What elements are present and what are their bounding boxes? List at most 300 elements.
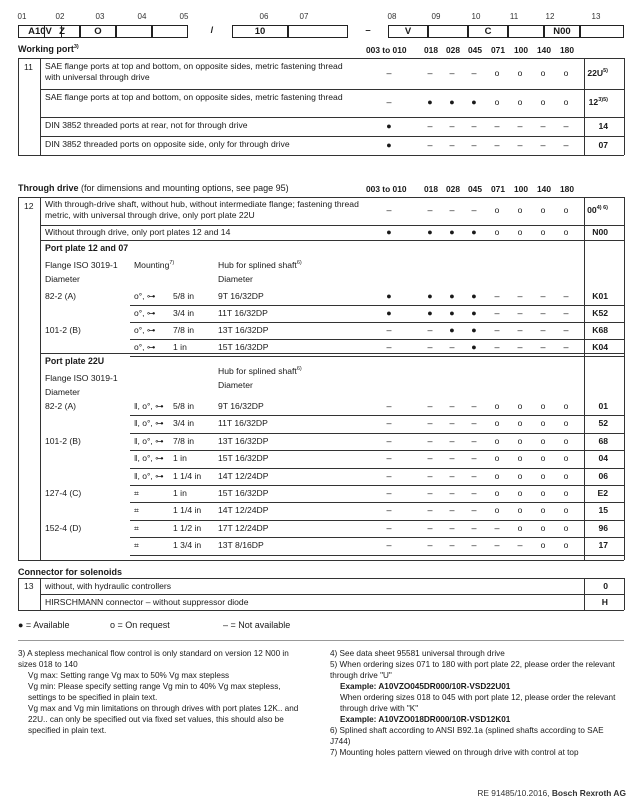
connector-option: without, with hydraulic controllers <box>45 581 172 591</box>
availability-cell: o <box>540 226 546 237</box>
order-code-text: K52 <box>592 308 608 318</box>
availability-cell: – <box>471 120 477 131</box>
availability-cell: – <box>386 505 392 516</box>
row-divider <box>18 560 624 561</box>
row-divider <box>130 468 624 469</box>
row-divider <box>130 555 624 556</box>
availability-cell: – <box>427 505 433 516</box>
availability-cell: – <box>427 522 433 533</box>
availability-cell: ● <box>471 97 477 107</box>
row-divider <box>130 537 624 538</box>
type-code-box: 10 <box>232 25 288 38</box>
row-divider <box>18 578 624 579</box>
availability-cell: o <box>563 453 569 464</box>
mounting-label-text: Mounting <box>134 260 170 270</box>
footnote-5-example-1: Example: A10VZO045DR000/10R-VSD22U01 <box>340 682 511 691</box>
availability-cell: o <box>494 435 500 446</box>
availability-cell: – <box>471 67 477 78</box>
hub-spline: 11T 16/32DP <box>218 308 268 318</box>
availability-cell: – <box>517 342 523 352</box>
row-divider <box>130 485 624 486</box>
type-code-box: A10V <box>18 25 62 38</box>
availability-cell: o <box>540 401 546 411</box>
availability-cell: – <box>427 120 433 131</box>
availability-cell: o <box>517 453 523 464</box>
shaft-diameter: 7/8 in <box>173 325 195 335</box>
order-code-text: 07 <box>598 139 608 150</box>
size-column-header: 140 <box>537 184 551 194</box>
availability-cell: o <box>540 435 546 446</box>
column-number: 01 <box>17 12 27 21</box>
flange-size: 82-2 (A) <box>45 291 77 301</box>
availability-cell: – <box>449 342 455 352</box>
connector-option: HIRSCHMANN connector – without suppressor diode <box>45 597 249 607</box>
availability-cell: – <box>449 401 455 411</box>
availability-cell: – <box>386 401 392 411</box>
availability-cell: o <box>563 540 569 551</box>
availability-cell: – <box>517 308 523 318</box>
size-column-header: 071 <box>491 184 505 194</box>
availability-cell: ● <box>427 97 433 107</box>
order-code <box>568 436 612 446</box>
row-divider <box>40 89 624 90</box>
availability-cell: – <box>563 139 569 150</box>
availability-cell: o <box>517 205 523 215</box>
availability-cell: – <box>449 435 455 446</box>
availability-cell: – <box>471 540 477 551</box>
size-column-header: 180 <box>560 45 574 55</box>
working-port-description: DIN 3852 threaded ports at rear, not for through drive <box>45 120 248 130</box>
shaft-diameter: 1 1/2 in <box>173 522 202 533</box>
availability-cell: – <box>427 205 433 215</box>
column-number: 09 <box>431 12 441 21</box>
column-number: 03 <box>95 12 105 21</box>
through-drive-title: Through drive (for dimensions and mounting options, see page 95) <box>18 183 289 193</box>
availability-cell: – <box>517 291 523 301</box>
availability-cell: o <box>540 418 546 429</box>
availability-cell: – <box>427 325 433 335</box>
availability-cell: – <box>471 488 477 498</box>
availability-cell: – <box>427 453 433 464</box>
availability-cell: – <box>563 120 569 131</box>
availability-cell: ● <box>386 139 392 150</box>
row-divider <box>130 450 624 451</box>
row-divider <box>130 415 624 416</box>
mounting-pattern-icon: ǁ, o°, ⊶ <box>134 418 164 429</box>
hub-diameter-label: Diameter <box>218 380 253 390</box>
availability-cell: o <box>494 401 500 411</box>
hub-spline: 15T 16/32DP <box>218 488 269 498</box>
availability-cell: – <box>471 435 477 446</box>
availability-cell: – <box>540 291 546 301</box>
column-divider <box>40 197 41 560</box>
type-code-box <box>508 25 544 38</box>
availability-cell: – <box>386 453 392 464</box>
legend-on-request: o = On request <box>110 620 170 630</box>
size-column-header: 100 <box>514 184 528 194</box>
availability-cell: – <box>494 325 500 335</box>
working-port-title: Working port$^{3)}$ <box>18 44 79 54</box>
type-code-box: / <box>210 25 214 36</box>
flange-size: 127-4 (C) <box>45 488 82 498</box>
order-code <box>568 505 612 515</box>
availability-cell: ● <box>471 342 477 352</box>
page-footer <box>477 788 626 798</box>
availability-cell: – <box>449 418 455 429</box>
shaft-diameter: 1 1/4 in <box>173 470 202 481</box>
footnote-4: 4) See data sheet 95581 universal through drive <box>330 649 505 658</box>
order-code <box>568 597 612 607</box>
mounting-pattern-icon: o°, ⊶ <box>134 342 156 352</box>
footnote-6: 6) Splined shaft according to ANSI B92.1a (splined shafts according to SAE J744) <box>330 726 604 746</box>
order-code-text: 00 <box>587 205 597 215</box>
order-code-text: 06 <box>598 470 608 481</box>
footnote-5: 5) When ordering sizes 071 to 180 with port plate 22, please order the relevant through drive "U" <box>330 660 615 680</box>
shaft-diameter: 1 in <box>173 342 187 352</box>
availability-cell: – <box>427 488 433 498</box>
row-divider <box>40 136 624 137</box>
row-divider <box>18 610 624 611</box>
order-code-text: 52 <box>598 418 608 429</box>
mounting-pattern-icon: ǁ, o°, ⊶ <box>134 401 164 411</box>
size-column-header: 028 <box>446 184 460 194</box>
availability-cell: ● <box>427 226 433 237</box>
flange-size: 152-4 (D) <box>45 522 82 533</box>
availability-cell: – <box>386 67 392 78</box>
availability-cell: – <box>427 435 433 446</box>
size-column-header: 018 <box>424 184 438 194</box>
availability-cell: ● <box>471 291 477 301</box>
availability-cell: o <box>563 418 569 429</box>
type-code-box: – <box>365 25 371 36</box>
availability-cell: ● <box>449 291 455 301</box>
availability-cell: – <box>427 67 433 78</box>
column-number: 11 <box>509 12 519 21</box>
availability-cell: o <box>563 226 569 237</box>
availability-cell: – <box>563 291 569 301</box>
order-code <box>568 325 612 335</box>
hub-spline: 13T 16/32DP <box>218 325 269 335</box>
availability-cell: ● <box>386 120 392 131</box>
footnotes-right <box>330 648 626 758</box>
footnote-5-example-2: Example: A10VZO018DR000/10R-VSD12K01 <box>340 715 511 724</box>
availability-cell: o <box>517 488 523 498</box>
row-divider <box>130 305 624 306</box>
mounting-pattern-icon: ⌗ <box>134 522 139 533</box>
availability-cell: – <box>449 120 455 131</box>
order-code-text: 15 <box>598 505 608 516</box>
type-code-box <box>288 25 348 38</box>
row-divider <box>130 339 624 340</box>
footnotes-left <box>18 648 306 736</box>
shaft-diameter: 3/4 in <box>173 308 195 318</box>
availability-cell: o <box>540 470 546 481</box>
size-column-header: 100 <box>514 45 528 55</box>
working-port-description: SAE flange ports at top and bottom, on opposite sides, metric fastening thread <box>45 92 343 102</box>
order-code <box>568 291 612 301</box>
column-divider <box>18 578 19 610</box>
mounting-pattern-icon: o°, ⊶ <box>134 291 156 301</box>
column-number: 07 <box>299 12 309 21</box>
availability-cell: ● <box>427 308 433 318</box>
type-code-box: N00 <box>544 25 580 38</box>
order-code <box>568 227 612 237</box>
availability-cell: – <box>563 325 569 335</box>
row-number: 11 <box>24 62 33 72</box>
footnote-7: 7) Mounting holes pattern viewed on through drive with control at top <box>330 748 579 757</box>
order-code <box>568 308 612 318</box>
hub-spline: 9T 16/32DP <box>218 401 264 411</box>
availability-cell: – <box>471 205 477 215</box>
order-code-text: N00 <box>592 226 608 237</box>
size-column-header: 003 to 010 <box>366 184 407 194</box>
availability-cell: – <box>386 342 392 352</box>
mounting-pattern-icon: ǁ, o°, ⊶ <box>134 435 164 446</box>
through-drive-description: With through-drive shaft, without hub, without intermediate flange; fastening thread metric, with universal through drive, only port plate 22U <box>45 199 359 220</box>
type-code-box: C <box>468 25 508 38</box>
availability-cell: – <box>494 139 500 150</box>
availability-cell: o <box>494 470 500 481</box>
availability-cell: o <box>494 97 500 107</box>
order-code-footnote: 5) <box>603 67 608 74</box>
availability-cell: – <box>471 522 477 533</box>
availability-cell: – <box>471 470 477 481</box>
mounting-pattern-icon: o°, ⊶ <box>134 325 156 335</box>
flange-size: 101-2 (B) <box>45 435 81 446</box>
column-number: 04 <box>137 12 147 21</box>
row-number: 12 <box>24 201 34 211</box>
hub-spline: 15T 16/32DP <box>218 342 269 352</box>
availability-cell: ● <box>386 291 392 301</box>
availability-cell: – <box>386 97 392 107</box>
row-divider <box>130 502 624 503</box>
connector-title: Connector for solenoids <box>18 567 123 577</box>
availability-cell: ● <box>471 325 477 335</box>
column-divider <box>624 197 625 560</box>
availability-cell: – <box>517 325 523 335</box>
availability-cell: – <box>540 308 546 318</box>
column-number: 05 <box>179 12 189 21</box>
availability-cell: o <box>563 67 569 78</box>
column-number: 13 <box>591 12 601 21</box>
mounting-label-footnote: 7) <box>169 260 175 267</box>
column-number: 10 <box>471 12 481 21</box>
availability-cell: o <box>563 205 569 215</box>
column-number: 08 <box>387 12 397 21</box>
availability-cell: – <box>386 470 392 481</box>
availability-cell: – <box>494 342 500 352</box>
mounting-pattern-icon: o°, ⊶ <box>134 308 156 318</box>
row-divider <box>40 117 624 118</box>
order-code-text: 96 <box>598 522 608 533</box>
order-code-text: K68 <box>592 325 608 335</box>
working-port-description: DIN 3852 threaded ports on opposite side, only for through drive <box>45 139 290 149</box>
row-divider <box>40 353 624 354</box>
availability-cell: o <box>540 97 546 107</box>
order-code-text: E2 <box>597 488 608 498</box>
hub-label-text: Hub for splined shaft <box>218 366 297 376</box>
availability-cell: o <box>540 488 546 498</box>
order-code <box>568 418 612 428</box>
availability-cell: – <box>449 488 455 498</box>
port-plate-title: Port plate 12 and 07 <box>45 243 129 253</box>
availability-cell: ● <box>386 308 392 318</box>
footnote-3: 3) A stepless mechanical flow control is only standard on version 12 N00 in sizes 018 to 140 <box>18 649 289 669</box>
hub-spline: 14T 12/24DP <box>218 470 269 481</box>
availability-cell: – <box>494 522 500 533</box>
availability-cell: – <box>540 342 546 352</box>
type-code-box: O <box>80 25 116 38</box>
shaft-diameter: 7/8 in <box>173 435 195 446</box>
availability-cell: o <box>563 488 569 498</box>
row-divider <box>18 155 624 156</box>
column-divider <box>40 58 41 155</box>
row-divider <box>18 197 624 198</box>
availability-cell: o <box>494 67 500 78</box>
doc-reference: RE 91485/10.2016, <box>477 788 550 798</box>
availability-cell: – <box>517 139 523 150</box>
availability-cell: o <box>494 205 500 215</box>
order-code-text: 68 <box>598 435 608 446</box>
order-code <box>568 488 612 498</box>
order-code-text: 14 <box>598 120 608 131</box>
hub-diameter-label: Diameter <box>218 274 253 284</box>
hub-spline: 13T 16/32DP <box>218 435 269 446</box>
column-number: 02 <box>55 12 65 21</box>
availability-cell: o <box>494 505 500 516</box>
order-code <box>568 401 612 411</box>
hub-spline: 17T 12/24DP <box>218 522 269 533</box>
availability-cell: – <box>471 401 477 411</box>
flange-label: Flange ISO 3019-1 <box>45 373 118 383</box>
availability-cell: o <box>563 97 569 107</box>
availability-cell: – <box>540 325 546 335</box>
availability-cell: – <box>540 120 546 131</box>
availability-cell: – <box>517 120 523 131</box>
availability-cell: o <box>517 97 523 107</box>
working-port-description: SAE flange ports at top and bottom, on opposite sides, metric fastening thread with universal through drive <box>45 61 343 82</box>
type-code-box <box>580 25 624 38</box>
availability-cell: o <box>540 67 546 78</box>
legend-available: ● = Available <box>18 620 70 630</box>
type-code-box: Z <box>44 25 80 38</box>
type-code-box <box>428 25 468 38</box>
port-plate-title: Port plate 22U <box>45 356 105 366</box>
availability-cell: ● <box>449 325 455 335</box>
brand-name: Bosch Rexroth AG <box>551 788 626 798</box>
availability-cell: o <box>494 488 500 498</box>
hub-label-footnote: 6) <box>296 260 302 267</box>
availability-cell: – <box>471 453 477 464</box>
row-divider <box>40 240 624 241</box>
order-code-text: 04 <box>598 453 608 464</box>
availability-cell: ● <box>427 291 433 301</box>
hub-spline: 14T 12/24DP <box>218 505 269 516</box>
shaft-diameter: 3/4 in <box>173 418 195 429</box>
flange-label: Flange ISO 3019-1 <box>45 260 118 270</box>
availability-cell: o <box>563 505 569 516</box>
availability-cell: – <box>449 470 455 481</box>
order-code <box>568 342 612 352</box>
footnote-3-vgmax: Vg max: Setting range Vg max to 50% Vg max stepless <box>28 671 230 680</box>
availability-cell: – <box>449 505 455 516</box>
availability-cell: – <box>386 522 392 533</box>
hub-label <box>218 260 302 270</box>
row-divider <box>130 433 624 434</box>
availability-cell: ● <box>386 226 392 237</box>
availability-cell: – <box>471 418 477 429</box>
hub-spline: 9T 16/32DP <box>218 291 264 301</box>
mounting-pattern-icon: ǁ, o°, ⊶ <box>134 453 164 464</box>
availability-cell: – <box>471 505 477 516</box>
shaft-diameter: 1 3/4 in <box>173 540 202 551</box>
row-divider <box>130 520 624 521</box>
order-code <box>568 453 612 463</box>
availability-cell: – <box>427 540 433 551</box>
availability-cell: ● <box>471 308 477 318</box>
availability-cell: – <box>386 205 392 215</box>
availability-cell: – <box>427 470 433 481</box>
order-code-text: K04 <box>592 342 608 352</box>
availability-cell: – <box>386 488 392 498</box>
order-code-footnote: 4) 6) <box>596 205 608 212</box>
shaft-diameter: 1 in <box>173 488 187 498</box>
order-code-text: H <box>601 597 608 607</box>
availability-cell: o <box>540 505 546 516</box>
order-code-text: 01 <box>598 401 608 411</box>
row-divider <box>130 356 624 357</box>
availability-cell: o <box>540 522 546 533</box>
order-code <box>568 523 612 533</box>
order-code-text: 0 <box>603 581 608 591</box>
availability-cell: – <box>494 120 500 131</box>
order-code <box>568 68 612 78</box>
availability-cell: – <box>540 139 546 150</box>
order-code <box>568 540 612 550</box>
size-column-header: 028 <box>446 45 460 55</box>
diameter-label: Diameter <box>45 387 80 397</box>
order-code <box>568 581 612 591</box>
footnote-5-second: When ordering sizes 018 to 045 with port plate 12, please order the relevant through drive with "K" <box>340 693 616 713</box>
order-code <box>568 121 612 131</box>
availability-cell: – <box>386 325 392 335</box>
order-code <box>568 140 612 150</box>
availability-cell: o <box>540 540 546 551</box>
order-code-footnote: 3)5) <box>598 97 608 104</box>
availability-cell: o <box>563 435 569 446</box>
availability-cell: o <box>517 435 523 446</box>
order-code-text: 22U <box>587 67 604 78</box>
type-code-box <box>152 25 188 38</box>
availability-cell: o <box>563 470 569 481</box>
availability-cell: – <box>449 205 455 215</box>
shaft-diameter: 1 1/4 in <box>173 505 202 516</box>
footnote-3-vgmin: Vg min: Please specify setting range Vg min to 40% Vg max stepless, settings to be specified in plain text. <box>28 682 281 702</box>
availability-cell: – <box>386 418 392 429</box>
availability-cell: o <box>494 226 500 237</box>
availability-cell: o <box>517 67 523 78</box>
row-divider <box>130 322 624 323</box>
through-drive-description: Without through drive, only port plates 12 and 14 <box>45 227 231 237</box>
size-column-header: 045 <box>468 45 482 55</box>
availability-cell: – <box>427 342 433 352</box>
hub-label-text: Hub for splined shaft <box>218 260 297 270</box>
row-divider <box>18 58 624 59</box>
availability-cell: – <box>386 435 392 446</box>
type-code-box <box>116 25 152 38</box>
order-code <box>568 205 612 215</box>
column-divider <box>624 578 625 610</box>
